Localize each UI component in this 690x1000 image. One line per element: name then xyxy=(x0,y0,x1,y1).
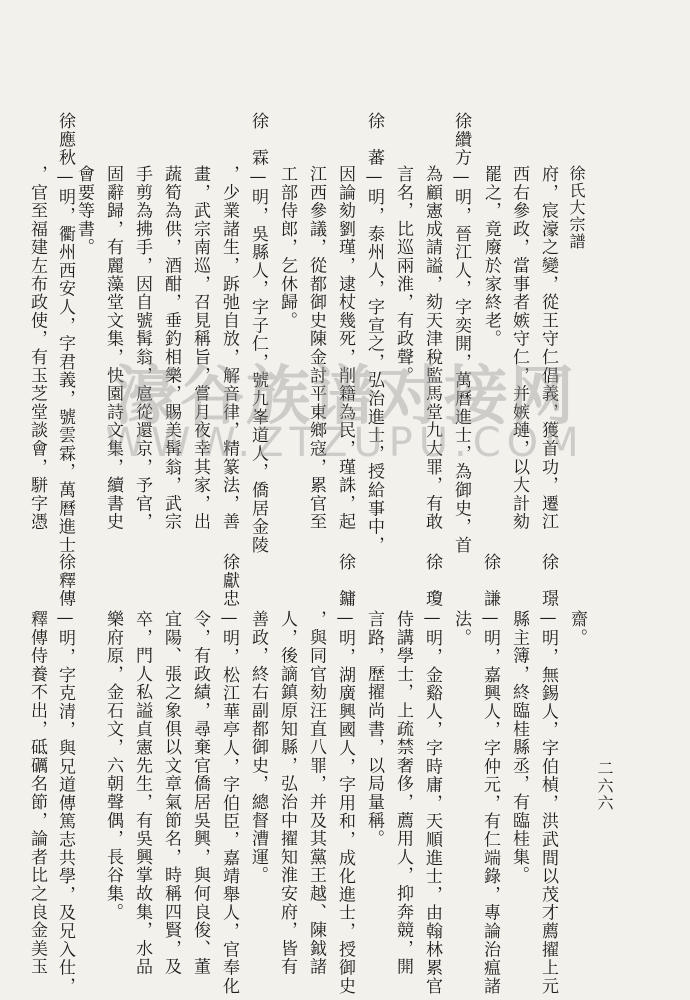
text-column: 江西參議，從都御史陳金討平東鄉寇，累官至 xyxy=(306,165,326,531)
entry-column: 徐纘方—明，晉江人，字奕開，萬曆進士，為御史，首 xyxy=(451,112,471,555)
text-column: ，與同官劾汪直八罪，并及其黨王越、陳鉞諸 xyxy=(306,610,326,976)
text-column: 因論劾劉瑾，逮杖幾死，削籍為民，瑾誅，起 xyxy=(335,165,355,531)
entry-column: 徐應秋—明，衢州西安人，字君義，號雲霖，萬曆進士 xyxy=(55,112,75,555)
text-column: 法。 xyxy=(451,610,471,647)
text-column: 言路，歷擢尚書，以局量稱。 xyxy=(364,610,384,848)
text-column: ，官至福建左布政使，有玉芝堂談會，駢字憑 xyxy=(27,165,47,531)
text-column: 人，後謫鎮原知縣，弘治中擢知淮安府，皆有 xyxy=(277,610,297,976)
entry-column: 徐 謙—明，嘉興人，字仲元，有仁端錄，專論治瘟諸 xyxy=(480,553,500,996)
text-column: 釋傳侍養不出，砥礪名節，論者比之良金美玉 xyxy=(27,610,47,976)
text-column: 侍講學士，上疏禁奢侈，薦用人，抑奔競，開 xyxy=(393,610,413,976)
text-column: 手剪為拂手，因自號髯翁，扈從還京，予官， xyxy=(132,165,152,531)
text-column: 樂府原，金石文，六朝聲偶，長谷集。 xyxy=(103,610,123,922)
text-column: 言名，比巡兩淮，有政聲。 xyxy=(393,165,413,385)
entry-column: 徐 蕃—明，泰州人，字宣之，弘治進士，授給事中， xyxy=(364,112,384,555)
text-column: 卒，門人私謚貞憲先生，有吳興掌故集，水品 xyxy=(132,610,152,976)
text-column: 工部侍郎，乞休歸。 xyxy=(277,165,297,330)
page-number: 二六六 xyxy=(595,760,614,812)
text-column: 罷之，竟廢於家終老。 xyxy=(481,165,501,348)
entry-column: 徐 璟—明，無錫人，字伯楨，洪武間以茂才薦擢上元 xyxy=(538,553,558,996)
watermark-url: WWW.ZTZUPU.COM xyxy=(105,420,585,466)
watermark-text: 濠谷族谱对接网 xyxy=(114,360,576,434)
text-column: 善政，終右副都御史，總督漕運。 xyxy=(248,610,268,885)
text-column: 令，有政績，尋棄官僑居吳興，與何良俊、董 xyxy=(190,610,210,976)
entry-column: 徐釋傳—明，字克清，與兄道傳篤志共學，及兄入仕， xyxy=(55,553,75,996)
text-column: 固辭歸，有麗藻堂文集，快園詩文集，續書史 xyxy=(103,165,123,531)
entry-column: 徐 鏞—明，湖廣興國人，字用和，成化進士，授御史 xyxy=(335,553,355,996)
text-column: 宜陽、張之象俱以文章氣節名，時稱四賢，及 xyxy=(161,610,181,976)
text-column: 縣主簿，終臨桂縣丞，有臨桂集。 xyxy=(509,610,529,885)
text-column: 蔬筍為供，酒酣，垂釣相樂，賜美髯翁，武宗 xyxy=(161,165,181,531)
text-column: 齋。 xyxy=(567,610,587,647)
entry-column: 徐 瓊—明，金谿人，字時庸，天順進士，由翰林累官 xyxy=(422,553,442,996)
text-column: 府，宸濠之變，從王守仁倡義，獲首功，遷江 xyxy=(538,165,558,531)
text-column: ，少業諸生，跅弛自放，解音律，精篆法，善 xyxy=(219,165,239,531)
text-column: 為顧憲成請謚，劾天津稅監馬堂九大罪，有敢 xyxy=(422,165,442,531)
text-column: 畫，武宗南巡，召見稱旨，嘗月夜幸其家，出 xyxy=(190,165,210,531)
page-header-title: 徐氏大宗譜 xyxy=(567,165,586,250)
entry-column: 徐 霖—明，吳縣人，字子仁，號九峯道人，僑居金陵 xyxy=(248,112,268,555)
entry-column: 徐獻忠—明，松江華亭人，字伯臣，嘉靖舉人，官奉化 xyxy=(219,553,239,996)
text-column: 會要等書。 xyxy=(74,165,94,257)
text-column: 西右參政，當事者嫉守仁，并嫉璉，以大計劾 xyxy=(509,165,529,531)
